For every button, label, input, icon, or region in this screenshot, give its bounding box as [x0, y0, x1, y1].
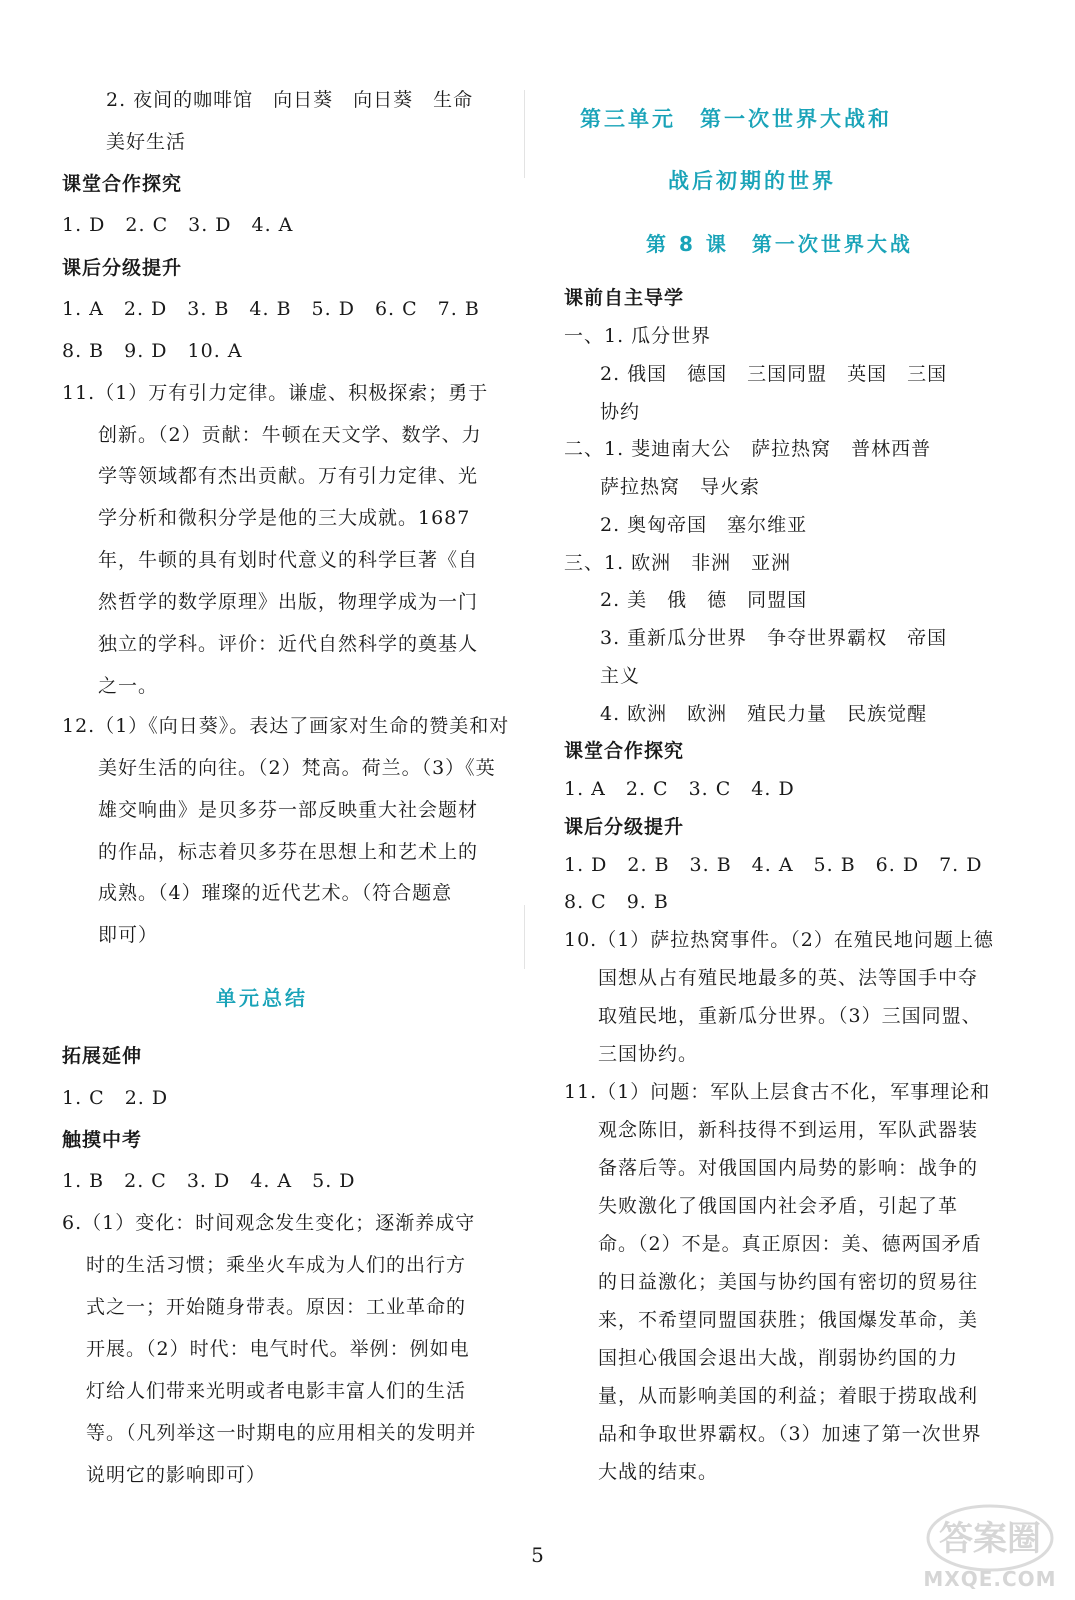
answer-line: 协约	[600, 401, 641, 423]
answer-line: 来，不希望同盟国获胜；俄国爆发革命，美	[598, 1309, 979, 1331]
answer-line: 观念陈旧，新科技得不到运用，军队武器装	[598, 1119, 979, 1141]
answer-line: 萨拉热窝 导火索	[600, 476, 761, 498]
answer-line: 成熟。（4）璀璨的近代艺术。（符合题意	[98, 882, 453, 904]
section-heading: 课前自主导学	[564, 287, 685, 309]
answer-line: 三、1. 欧洲 非洲 亚洲	[564, 552, 792, 574]
watermark-logo	[920, 1500, 1060, 1592]
column-rule	[524, 90, 525, 178]
answer-line: 6.（1）变化：时间观念发生变化；逐渐养成守	[62, 1212, 476, 1234]
lesson-title: 第 8 课 第一次世界大战	[646, 232, 913, 256]
unit-title: 第三单元 第一次世界大战和	[580, 107, 892, 131]
answer-line: 品和争取世界霸权。（3）加速了第一次世界	[598, 1423, 982, 1445]
answer-line: 一、1. 瓜分世界	[564, 325, 712, 347]
svg-text:答案圈: 答案圈	[939, 1519, 1041, 1559]
answer-line: 12.（1）《向日葵》。表达了画家对生命的赞美和对	[62, 715, 510, 737]
answer-line: 即可）	[98, 924, 159, 946]
answer-line: 式之一；开始随身带表。原因：工业革命的	[86, 1296, 467, 1318]
section-heading: 课堂合作探究	[62, 173, 183, 195]
answer-line: 1. D 2. B 3. B 4. A 5. B 6. D 7. D	[564, 854, 983, 876]
answer-line: 11.（1）问题：军队上层食古不化，军事理论和	[564, 1081, 991, 1103]
section-heading: 课后分级提升	[564, 816, 685, 838]
answer-line: 雄交响曲》是贝多芬一部反映重大社会题材	[98, 799, 479, 821]
answer-line: 学等领域都有杰出贡献。万有引力定律、光	[98, 465, 479, 487]
answer-line: 4. 欧洲 欧洲 殖民力量 民族觉醒	[600, 703, 928, 725]
answer-line: 等。（凡列举这一时期电的应用相关的发明并	[86, 1422, 477, 1444]
answer-line: 然哲学的数学原理》出版，物理学成为一门	[98, 591, 479, 613]
section-heading: 拓展延伸	[62, 1045, 143, 1067]
answer-line: 8. C 9. B	[564, 891, 669, 913]
unit-summary-title: 单元总结	[216, 986, 308, 1010]
answer-line: 创新。（2）贡献：牛顿在天文学、数学、力	[98, 424, 482, 446]
answer-line: 1. C 2. D	[62, 1087, 169, 1109]
answer-line: 2. 俄国 德国 三国同盟 英国 三国	[600, 363, 948, 385]
unit-title: 战后初期的世界	[668, 169, 836, 193]
answer-line: 灯给人们带来光明或者电影丰富人们的生活	[86, 1380, 467, 1402]
answer-line: 时的生活习惯；乘坐火车成为人们的出行方	[86, 1254, 467, 1276]
section-heading: 课后分级提升	[62, 257, 183, 279]
answer-line: 独立的学科。评价：近代自然科学的奠基人	[98, 633, 479, 655]
answer-line: 主义	[600, 665, 641, 687]
answer-line: 失败激化了俄国国内社会矛盾，引起了革	[598, 1195, 959, 1217]
answer-line: 2. 奥匈帝国 塞尔维亚	[600, 514, 808, 536]
svg-text:MXQE.COM: MXQE.COM	[923, 1567, 1057, 1591]
answer-line: 说明它的影响即可）	[86, 1464, 267, 1486]
answer-line: 命。（2）不是。真正原因：美、德两国矛盾	[598, 1233, 982, 1255]
page-number: 5	[531, 1543, 544, 1567]
section-heading: 触摸中考	[62, 1129, 143, 1151]
answer-line: 1. A 2. C 3. C 4. D	[564, 778, 795, 800]
answer-line: 开展。（2）时代：电气时代。举例：例如电	[86, 1338, 470, 1360]
answer-line: 大战的结束。	[598, 1461, 719, 1483]
answer-line: 国担心俄国会退出大战，削弱协约国的力	[598, 1347, 959, 1369]
answer-line: 三国协约。	[598, 1043, 699, 1065]
answer-line: 学分析和微积分学是他的三大成就。1687	[98, 507, 471, 529]
answer-line: 备落后等。对俄国国内局势的影响：战争的	[598, 1157, 979, 1179]
answer-line: 1. D 2. C 3. D 4. A	[62, 214, 294, 236]
answer-line: 的作品，标志着贝多芬在思想上和艺术上的	[98, 841, 479, 863]
answer-line: 的日益激化；美国与协约国有密切的贸易往	[598, 1271, 979, 1293]
answer-line: 1. B 2. C 3. D 4. A 5. D	[62, 1170, 356, 1192]
answer-line: 二、1. 斐迪南大公 萨拉热窝 普林西普	[564, 438, 932, 460]
answer-line: 年，牛顿的具有划时代意义的科学巨著《自	[98, 549, 479, 571]
answer-line: 2. 夜间的咖啡馆 向日葵 向日葵 生命	[106, 89, 474, 111]
answer-line: 美好生活	[106, 131, 187, 153]
column-rule	[524, 905, 525, 969]
answer-line: 11.（1）万有引力定律。谦虚、积极探索；勇于	[62, 382, 489, 404]
answer-line: 2. 美 俄 德 同盟国	[600, 589, 808, 611]
answer-line: 1. A 2. D 3. B 4. B 5. D 6. C 7. B	[62, 298, 480, 320]
answer-line: 国想从占有殖民地最多的英、法等国手中夺	[598, 967, 979, 989]
section-heading: 课堂合作探究	[564, 740, 685, 762]
answer-line: 之一。	[98, 675, 159, 697]
answer-line: 取殖民地，重新瓜分世界。（3）三国同盟、	[598, 1005, 982, 1027]
answer-line: 3. 重新瓜分世界 争夺世界霸权 帝国	[600, 627, 948, 649]
answer-line: 10.（1）萨拉热窝事件。（2）在殖民地问题上德	[564, 929, 994, 951]
answer-line: 量，从而影响美国的利益；着眼于捞取战利	[598, 1385, 979, 1407]
answer-line: 8. B 9. D 10. A	[62, 340, 243, 362]
answer-line: 美好生活的向往。（2）梵高。荷兰。（3）《英	[98, 757, 496, 779]
